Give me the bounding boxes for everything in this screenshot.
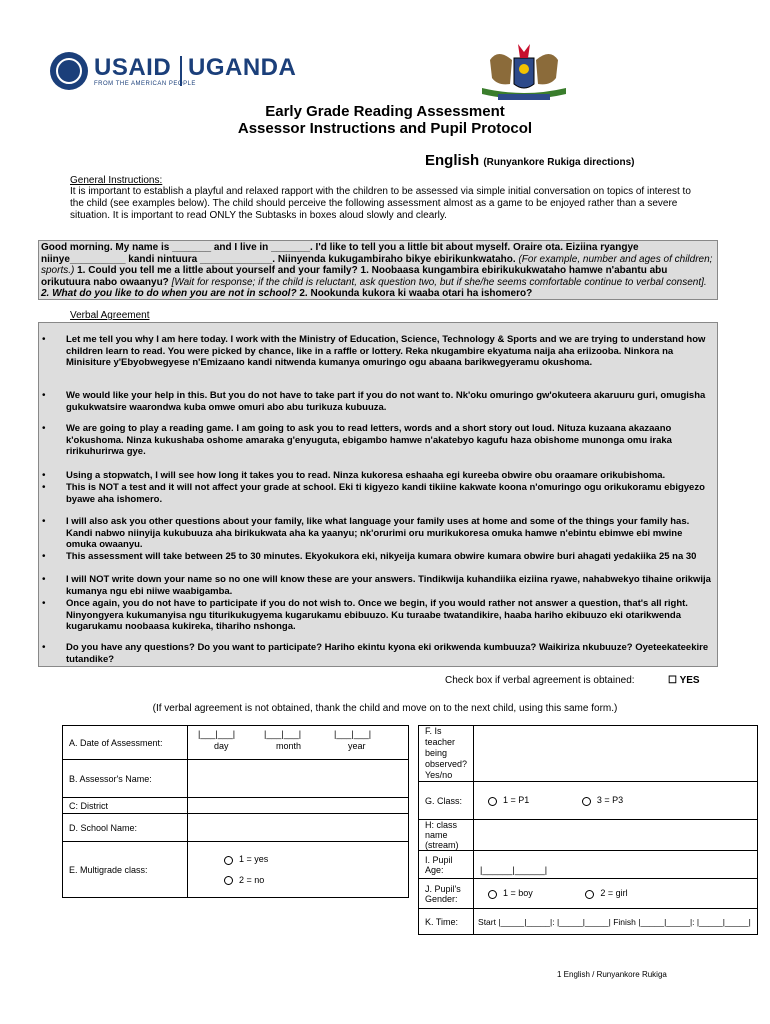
teacher-observed-label: F. Is teacher being observed? Yes/no xyxy=(419,726,474,782)
language-name: English xyxy=(425,152,480,169)
language-note: (Runyankore Rukiga directions) xyxy=(483,157,635,168)
usaid-seal-icon xyxy=(50,52,88,90)
multigrade-no-option[interactable] xyxy=(224,875,402,885)
radio-icon[interactable] xyxy=(224,856,233,865)
verbal-paragraph: I will NOT write down your name so no one will know these are your answers. Tindikwija kuhandiika eiziina ryawe, nahabwekyo tihaine orikwija kumanya ngu ebi niiwe waabigamba. xyxy=(66,574,711,597)
verbal-paragraph: Using a stopwatch, I will see how long it takes you to read. Ninza kukoresa eshaaha egi kureeba obwire obu oraamare orikubishoma. xyxy=(66,470,666,481)
usaid-uganda-logo xyxy=(50,52,310,92)
class-label: G. Class: xyxy=(419,782,474,820)
verbal-paragraph: We would like your help in this. But you do not have to take part if you do not want to. Nk'oku omuringo gw'okuteera akaruuru guri, omugisha gukukwatsire waarondwa kuba omwe omuri abo abu turikuza kubuuza. xyxy=(66,390,706,413)
document-subtitle: Assessor Instructions and Pupil Protocol xyxy=(237,120,533,137)
verbal-agreement-check-label: Check box if verbal agreement is obtained: xyxy=(445,675,635,686)
date-year-label: year xyxy=(348,741,366,751)
bullet-icon: • xyxy=(42,390,46,401)
general-instructions-heading: General Instructions: xyxy=(70,175,163,186)
verbal-agreement-heading: Verbal Agreement xyxy=(70,310,150,321)
pupil-age-blank[interactable]: |______|______| xyxy=(480,864,548,875)
verbal-paragraph: This is NOT a test and it will not affect your grade at school. Eki ti kigyezo kandi tikiine kakwate koona n'omuringo ogu orikukoramu ebigyezo byawe aha ishomero. xyxy=(66,482,705,505)
pupil-age-field[interactable] xyxy=(474,851,758,879)
date-field[interactable] xyxy=(188,726,409,760)
greeting-part6: 2. Nookunda kukora ki waaba otari ha ishomero? xyxy=(299,288,533,299)
uganda-wordmark: UGANDA xyxy=(188,54,297,81)
class-p3-label: 3 = P3 xyxy=(596,795,624,806)
greeting-part1: Good morning. My name is _______ and I live in _______. I'd like to tell you a little bit about myself. Oraire ota. Eiziina ryangye niinye__________ kandi nintuura _____________. Niinyenda kukugambiraho bikye ebirikunkwataho. xyxy=(41,242,639,265)
form-left-table xyxy=(62,725,409,898)
gender-boy-option[interactable] xyxy=(488,888,533,898)
verbal-paragraph: Let me tell you why I am here today. I work with the Ministry of Education, Science, Technology & Sports and we are trying to understand how children learn to read. You were picked by chance, like in a raffle or lottery. Reka nkugambire ekyatuma naija aha eriizooba. Ninkora na Minisiture y'Ebyobwegyese n'Emizaano kandi nitwenda kumanya omuringo ogu abaana barikwegyeramu okushoma. xyxy=(66,334,706,368)
bullet-icon: • xyxy=(42,642,46,653)
verbal-agreement-box xyxy=(38,322,718,667)
usaid-wordmark: USAID xyxy=(94,54,172,81)
class-name-field[interactable] xyxy=(474,820,758,851)
greeting-part5: 2. What do you like to do when you are not in school? xyxy=(41,288,297,299)
pupil-age-label: I. Pupil Age: xyxy=(419,851,474,879)
page-footer: 1 English / Runyankore Rukiga xyxy=(557,970,667,979)
multigrade-label: E. Multigrade class: xyxy=(63,842,188,898)
checkbox-yes-label: YES xyxy=(679,675,700,686)
gender-boy-label: 1 = boy xyxy=(503,888,533,899)
pupil-gender-label: J. Pupil's Gender: xyxy=(419,879,474,909)
class-p1-option[interactable] xyxy=(488,795,529,805)
usaid-tagline: FROM THE AMERICAN PEOPLE xyxy=(94,81,196,87)
assessor-label: B. Assessor's Name: xyxy=(63,760,188,798)
bullet-icon: • xyxy=(42,551,46,562)
multigrade-yes-option[interactable] xyxy=(224,854,402,864)
greeting-text xyxy=(41,242,713,300)
bullet-icon: • xyxy=(42,516,46,527)
multigrade-yes-label: 1 = yes xyxy=(239,854,269,865)
verbal-paragraph: Do you have any questions? Do you want to participate? Hariho ekintu kyona eki orikwenda kumbuuza? Waikiriza nkubuuze? Oyeteekateekire tutandike? xyxy=(66,642,709,665)
verbal-agreement-checkbox[interactable] xyxy=(668,675,700,686)
gender-girl-label: 2 = girl xyxy=(600,888,628,899)
bullet-icon: • xyxy=(42,598,46,609)
bullet-icon: • xyxy=(42,423,46,434)
date-month-blank[interactable]: |___|___| xyxy=(264,729,302,739)
bullet-icon: • xyxy=(42,334,46,345)
uganda-coat-of-arms-icon xyxy=(478,40,570,102)
school-field[interactable] xyxy=(188,814,409,842)
radio-icon[interactable] xyxy=(488,797,497,806)
verbal-paragraph: Once again, you do not have to participate if you do not wish to. Once we begin, if you would rather not answer a question, that's all right. Ninyongyera kukumanyisa ngu titurikukugyema kugarukamu ebibuuzo. Ku turaabe twatandikire, haaba hariho ekibuuzo eki otarikwenda kugarukamu noobaasa kukireka, tihariho nshonga. xyxy=(66,598,688,632)
date-day-label: day xyxy=(214,741,229,751)
class-p3-option[interactable] xyxy=(582,795,623,805)
time-field[interactable]: Start |_____|_____|: |_____|_____| Finish |_____|_____|: |_____|_____| xyxy=(474,909,758,935)
multigrade-no-label: 2 = no xyxy=(239,874,265,885)
verbal-agreement-note: (If verbal agreement is not obtained, thank the child and move on to the next child, using this same form.) xyxy=(152,703,618,714)
class-options xyxy=(474,782,758,820)
verbal-paragraph: We are going to play a reading game. I am going to ask you to read letters, words and a short story out loud. Nituza kuzaana akazaano k'okushoma. Ninza kukushaba oshome amaraka g'enyuguta, ebigambo hamwe n'akatebyo kagufu haza obishome munonga omu iraka ririkuhurirwa gye. xyxy=(66,423,672,457)
radio-icon[interactable] xyxy=(488,890,497,899)
bullet-icon: • xyxy=(42,482,46,493)
bullet-icon: • xyxy=(42,574,46,585)
verbal-paragraph: I will also ask you other questions about your family, like what language your family uses at home and some of the things your family has. Kandi nabwo niinyija kukubuuza aha birikukwata aha ka yaanyu; nk'orurimi oru murikukoresa omuka hamwe n'ebintu ebimwe ebi mwine omuka owaanyu. xyxy=(66,516,690,550)
gender-girl-option[interactable] xyxy=(585,888,627,898)
greeting-part2: (For example, number and ages of children; sports.) xyxy=(41,253,713,276)
district-field[interactable] xyxy=(188,798,409,814)
multigrade-options xyxy=(188,842,409,898)
general-instructions-text: It is important to establish a playful and relaxed rapport with the children to be assessed via simple initial conversation on topics of interest to the child (see examples below). The child should perceive the following assessment almost as a game to be enjoyed rather than a severe situation. It is important to read ONLY the Subtasks in boxes aloud slowly and clearly. xyxy=(70,186,691,221)
class-name-label: H: class name (stream) xyxy=(419,820,474,851)
form-right-table xyxy=(418,725,758,935)
teacher-observed-field[interactable] xyxy=(474,726,758,782)
class-p1-label: 1 = P1 xyxy=(503,795,530,806)
school-label: D. School Name: xyxy=(63,814,188,842)
date-month-label: month xyxy=(276,741,302,751)
pupil-gender-options xyxy=(474,879,758,909)
language-heading xyxy=(425,152,634,169)
district-label: C: District xyxy=(63,798,188,814)
bullet-icon: • xyxy=(42,470,46,481)
greeting-part4: [Wait for response; if the child is reluctant, ask question two, but if she/he seems comfortable continue to verbal consent]. xyxy=(171,276,707,288)
document-title: Early Grade Reading Assessment xyxy=(265,103,505,120)
greeting-part3: 1. Could you tell me a little about yourself and your family? 1. Noobaasa kungambira ebirikukukwataho hamwe n'abantu abu orikutuura nabo owaanyu? xyxy=(41,265,668,288)
verbal-paragraph: This assessment will take between 25 to 30 minutes. Ekyokukora eki, nikyeija kumara obwire kumara obwire buri ahagati yedakiika 25 na 30 xyxy=(66,551,697,562)
date-day-blank[interactable]: |___|___| xyxy=(198,729,236,739)
radio-icon[interactable] xyxy=(582,797,591,806)
radio-icon[interactable] xyxy=(224,876,233,885)
date-label: A. Date of Assessment: xyxy=(63,726,188,760)
date-year-blank[interactable]: |___|___| xyxy=(334,729,372,739)
assessor-field[interactable] xyxy=(188,760,409,798)
time-label: K. Time: xyxy=(419,909,474,935)
checkbox-icon[interactable]: ☐ xyxy=(668,675,677,686)
radio-icon[interactable] xyxy=(585,890,594,899)
